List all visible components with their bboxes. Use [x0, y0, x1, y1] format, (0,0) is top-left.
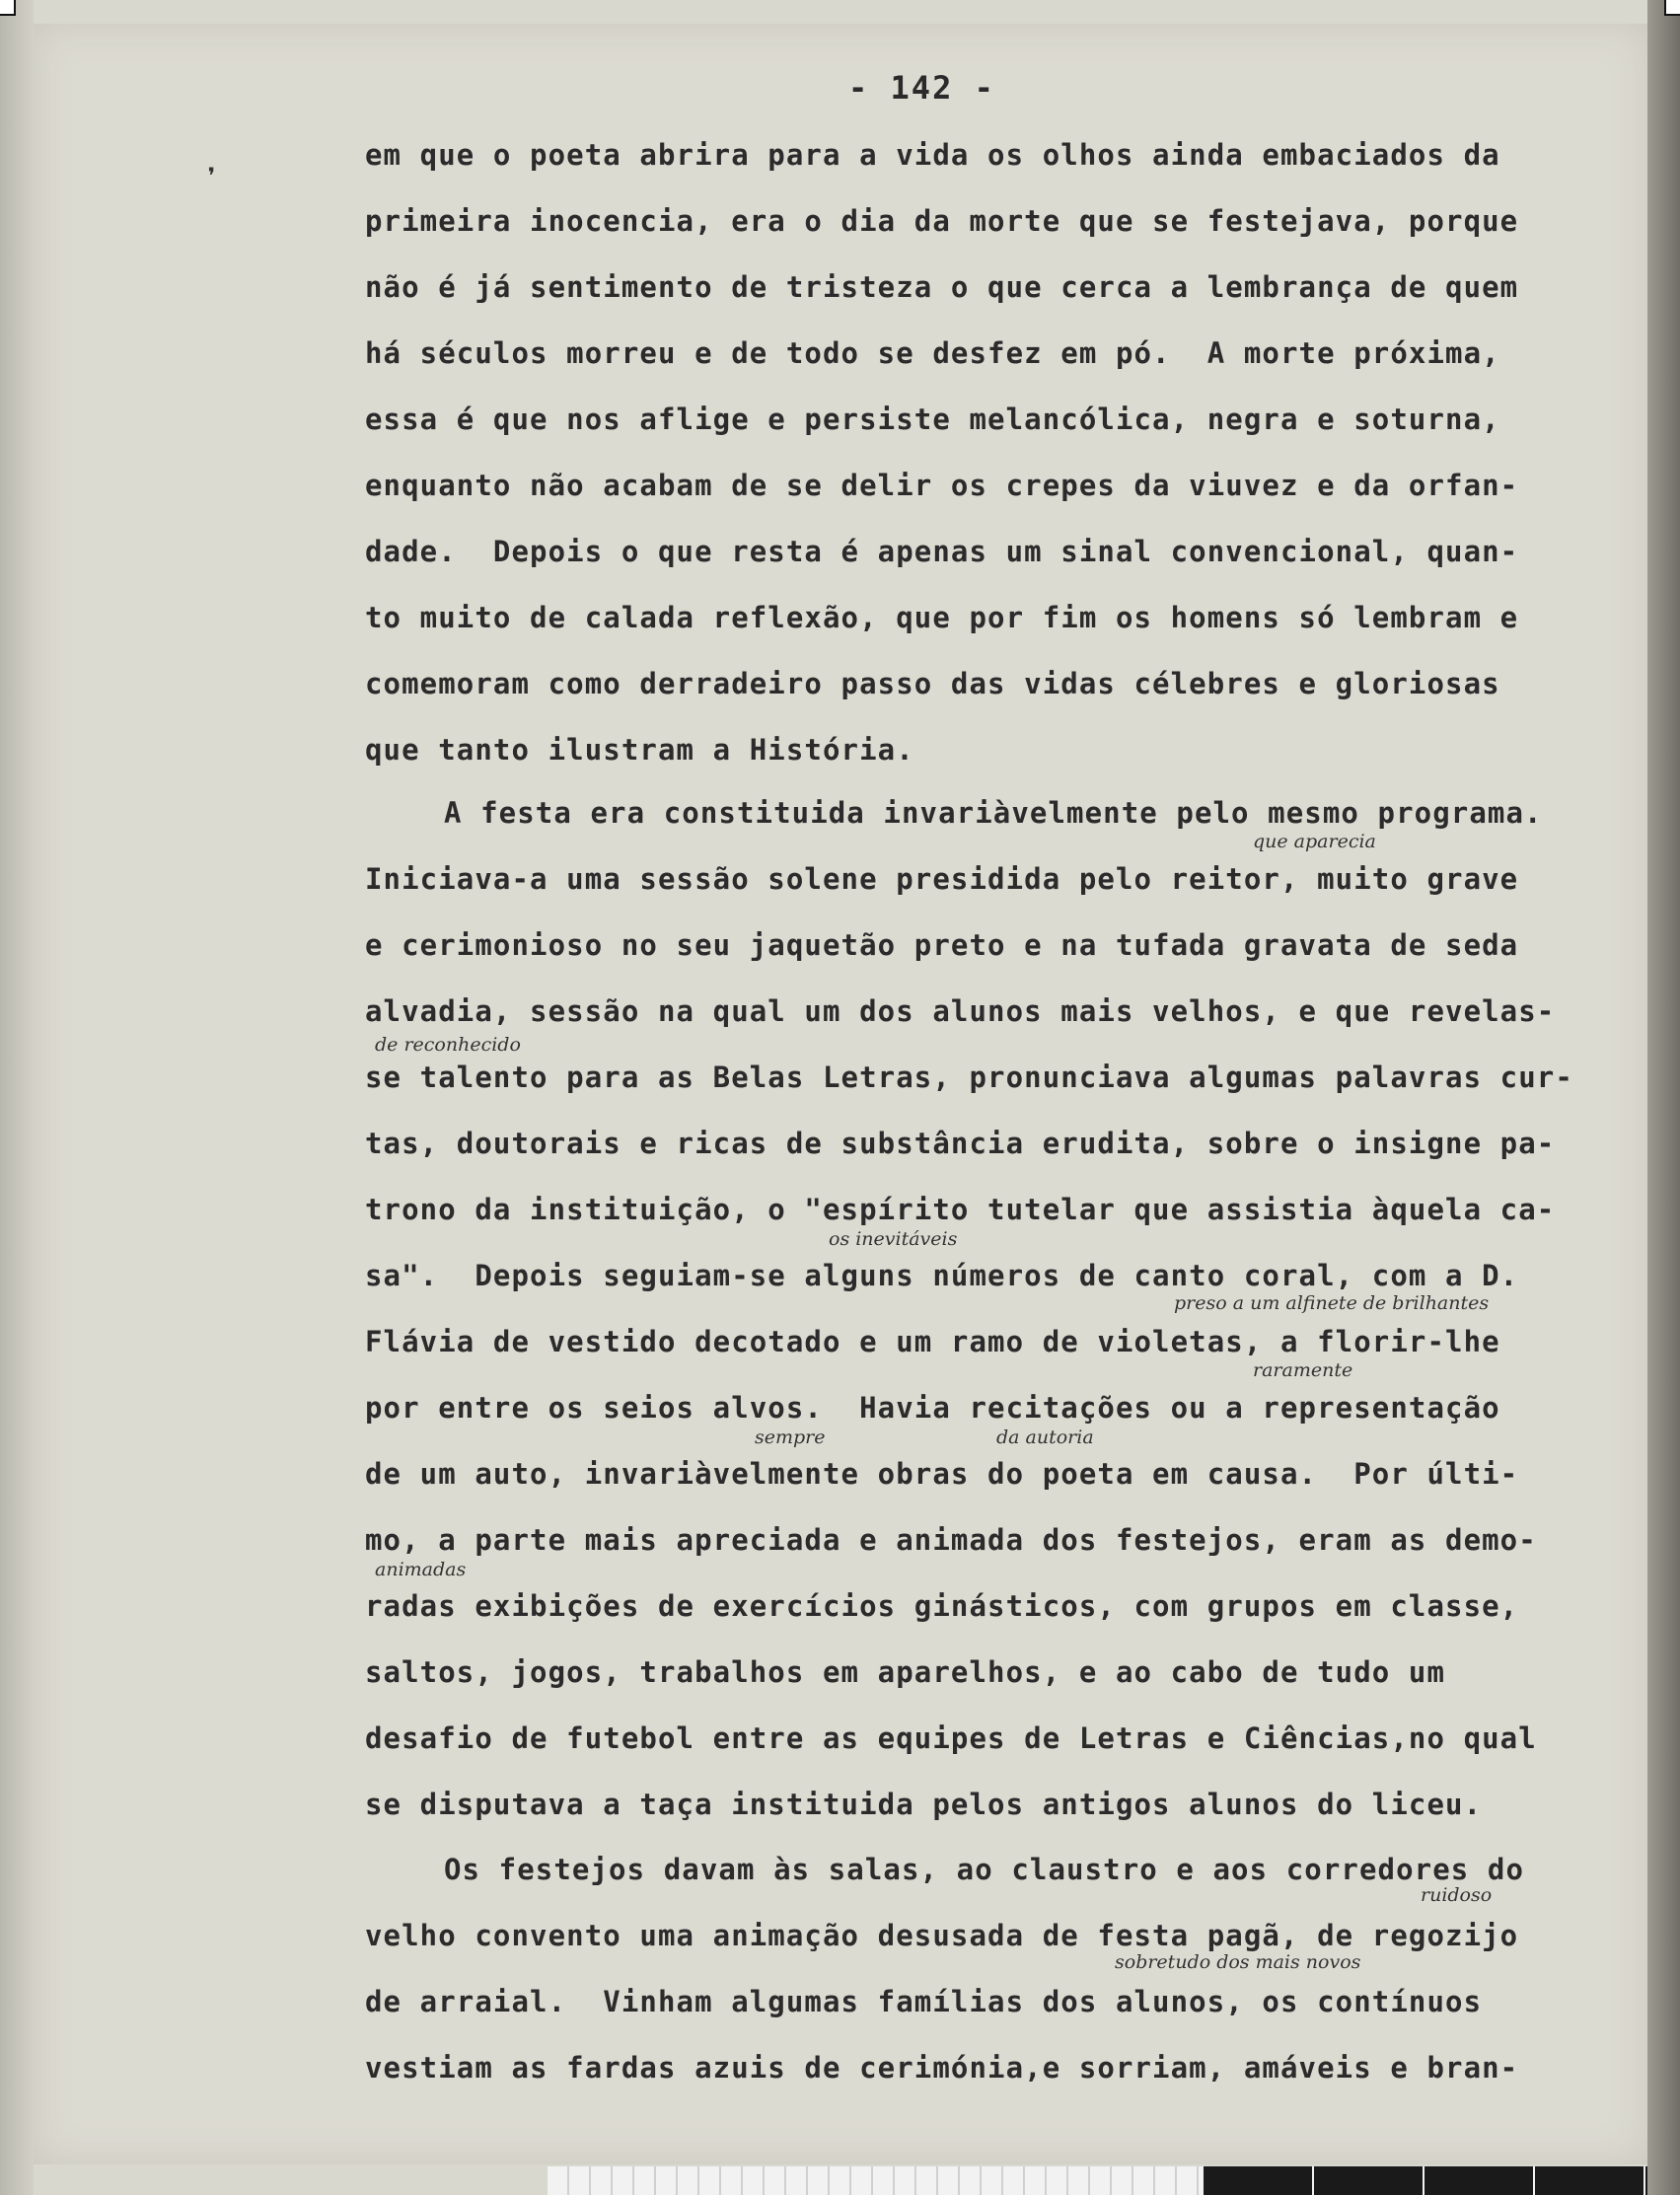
- text-line: de arraial. Vinham algumas famílias dos alunos, os contínuos: [365, 1985, 1483, 2018]
- text-line: dade. Depois o que resta é apenas um sinal convencional, quan-: [365, 535, 1519, 568]
- handwritten-annotation: sempre: [755, 1427, 826, 1448]
- crop-mark-top-left: [0, 0, 16, 16]
- text-line: por entre os seios alvos. Havia recitações ou a representação: [365, 1391, 1500, 1425]
- crop-mark-top-right: [1664, 0, 1680, 16]
- text-line: Flávia de vestido decotado e um ramo de violetas, a florir-lhe: [365, 1325, 1500, 1358]
- scale-ruler-dark: [1204, 2166, 1647, 2195]
- text-line: há séculos morreu e de todo se desfez em pó. A morte próxima,: [365, 336, 1500, 370]
- scan-right-edge: [1647, 0, 1680, 2195]
- text-line: alvadia, sessão na qual um dos alunos mais velhos, e que revelas-: [365, 994, 1556, 1028]
- text-line: não é já sentimento de tristeza o que cerca a lembrança de quem: [365, 270, 1519, 304]
- handwritten-annotation: sobretudo dos mais novos: [1115, 1951, 1361, 1973]
- scan-left-edge: [0, 0, 34, 2195]
- text-line: to muito de calada reflexão, que por fim os homens só lembram e: [365, 601, 1519, 634]
- paragraph-start: Os festejos davam às salas, ao claustro e aos corredores do: [444, 1853, 1525, 1886]
- handwritten-annotation: da autoria: [996, 1427, 1094, 1448]
- handwritten-annotation: os inevitáveis: [829, 1228, 958, 1250]
- text-line: comemoram como derradeiro passo das vidas célebres e gloriosas: [365, 667, 1500, 700]
- text-line: sa". Depois seguiam-se alguns números de canto coral, com a D.: [365, 1259, 1519, 1292]
- page-number: - 142 -: [848, 69, 995, 107]
- text-line: mo, a parte mais apreciada e animada dos festejos, eram as demo-: [365, 1523, 1537, 1557]
- paragraph-start: A festa era constituida invariàvelmente pelo mesmo programa.: [444, 796, 1543, 830]
- text-line: que tanto ilustram a História.: [365, 733, 914, 767]
- margin-punch-mark: ❜: [202, 162, 221, 196]
- text-line: saltos, jogos, trabalhos em aparelhos, e ao cabo de tudo um: [365, 1655, 1446, 1689]
- handwritten-annotation: animadas: [375, 1559, 467, 1580]
- text-line: radas exibições de exercícios ginásticos, com grupos em classe,: [365, 1589, 1519, 1623]
- text-line: velho convento uma animação desusada de festa pagã, de regozijo: [365, 1919, 1519, 1952]
- text-line: trono da instituição, o "espírito tutelar que assistia àquela ca-: [365, 1193, 1556, 1226]
- text-line: se talento para as Belas Letras, pronunciava algumas palavras cur-: [365, 1061, 1573, 1094]
- text-line: primeira inocencia, era o dia da morte que se festejava, porque: [365, 204, 1519, 238]
- handwritten-annotation: preso a um alfinete de brilhantes: [1174, 1292, 1490, 1314]
- text-line: em que o poeta abrira para a vida os olhos ainda embaciados da: [365, 138, 1500, 172]
- handwritten-annotation: que aparecia: [1253, 831, 1376, 852]
- text-line: enquanto não acabam de se delir os crepes da viuvez e da orfan-: [365, 469, 1519, 502]
- text-line: e cerimonioso no seu jaquetão preto e na tufada gravata de seda: [365, 928, 1519, 962]
- handwritten-annotation: de reconhecido: [375, 1034, 521, 1056]
- text-line: essa é que nos aflige e persiste melancólica, negra e soturna,: [365, 402, 1500, 436]
- text-line: se disputava a taça instituida pelos antigos alunos do liceu.: [365, 1788, 1483, 1821]
- text-line: vestiam as fardas azuis de cerimónia,e sorriam, amáveis e bran-: [365, 2051, 1519, 2085]
- handwritten-annotation: ruidoso: [1421, 1884, 1493, 1906]
- text-line: desafio de futebol entre as equipes de Letras e Ciências,no qual: [365, 1721, 1537, 1755]
- text-line: tas, doutorais e ricas de substância erudita, sobre o insigne pa-: [365, 1127, 1556, 1160]
- text-line: de um auto, invariàvelmente obras do poeta em causa. Por últi-: [365, 1457, 1519, 1491]
- text-line: Iniciava-a uma sessão solene presidida pelo reitor, muito grave: [365, 862, 1519, 896]
- handwritten-annotation: raramente: [1253, 1359, 1353, 1381]
